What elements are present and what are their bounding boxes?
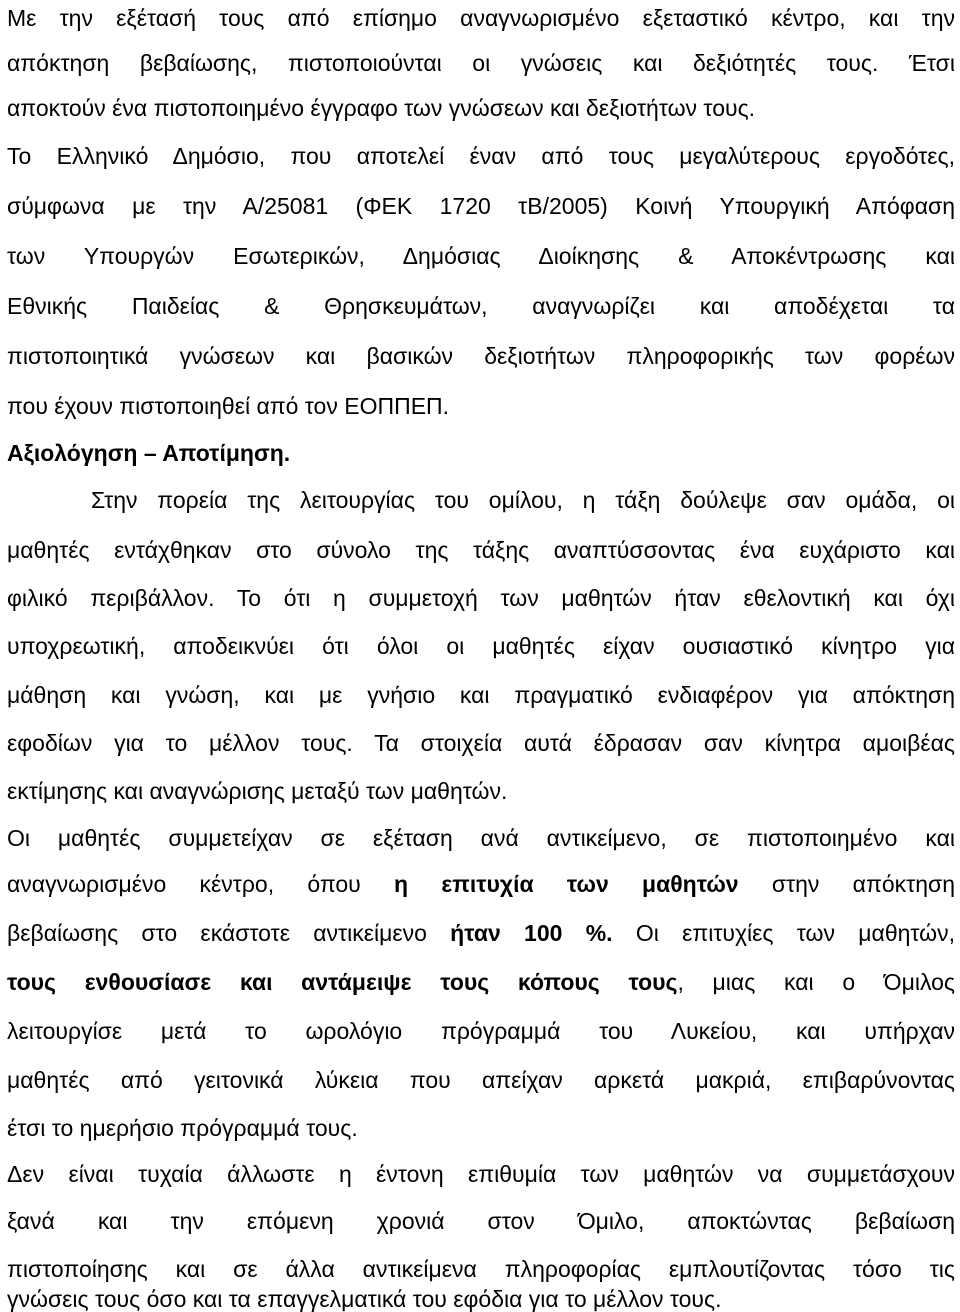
text-line: ξανά και την επόμενη χρονιά στον Όμιλο, αποκτώντας βεβαίωση (7, 1208, 955, 1234)
text-line (7, 868, 955, 900)
bold-text-run: ήταν 100 %. (450, 920, 613, 946)
text-run: βεβαίωσης στο εκάστοτε αντικείμενο (7, 920, 451, 946)
text-line: Οι μαθητές συμμετείχαν σε εξέταση ανά αντικείμενο, σε πιστοποιημένο και (7, 825, 955, 851)
text-line: Δεν είναι τυχαία άλλωστε η έντονη επιθυμία των μαθητών να συμμετάσχουν (7, 1161, 955, 1187)
text-line: εκτίμησης και αναγνώρισης μεταξύ των μαθητών. (7, 778, 508, 804)
text-line: μαθητές εντάχθηκαν στο σύνολο της τάξης αναπτύσσοντας ένα ευχάριστο και (7, 537, 955, 563)
text-line: σύμφωνα με την Α/25081 (ΦΕΚ 1720 τΒ/2005) Κοινή Υπουργική Απόφαση (7, 193, 955, 219)
text-line: πιστοποιητικά γνώσεων και βασικών δεξιοτήτων πληροφορικής των φορέων (7, 343, 955, 369)
text-line: Στην πορεία της λειτουργίας του ομίλου, η τάξη δούλεψε σαν ομάδα, οι (91, 487, 955, 513)
text-line: Εθνικής Παιδείας & Θρησκευμάτων, αναγνωρίζει και αποδέχεται τα (7, 293, 955, 319)
bold-text-run: τους ενθουσίασε και αντάμειψε τους κόπους τους (7, 969, 678, 995)
text-line: μάθηση και γνώση, και με γνήσιο και πραγματικό ενδιαφέρον για απόκτηση (7, 682, 955, 708)
text-line: μαθητές από γειτονικά λύκεια που απείχαν αρκετά μακριά, επιβαρύνοντας (7, 1067, 955, 1093)
text-line: φιλικό περιβάλλον. Το ότι η συμμετοχή των μαθητών ήταν εθελοντική και όχι (7, 585, 955, 611)
text-line: των Υπουργών Εσωτερικών, Δημόσιας Διοίκησης & Αποκέντρωσης και (7, 243, 955, 269)
text-line: απόκτηση βεβαίωσης, πιστοποιούνται οι γνώσεις και δεξιότητές τους. Έτσι (7, 50, 955, 76)
text-line (7, 917, 955, 949)
section-heading: Αξιολόγηση – Αποτίμηση. (7, 440, 291, 466)
text-line: Το Ελληνικό Δημόσιο, που αποτελεί έναν από τους μεγαλύτερους εργοδότες, (7, 143, 955, 169)
text-line: αποκτούν ένα πιστοποιημένο έγγραφο των γνώσεων και δεξιοτήτων τους. (7, 95, 756, 121)
text-line: που έχουν πιστοποιηθεί από τον ΕΟΠΠΕΠ. (7, 393, 450, 419)
text-line: γνώσεις τους όσο και τα επαγγελματικά του εφόδια για το μέλλον τους. (7, 1286, 722, 1312)
text-run: αναγνωρισμένο κέντρο, όπου (7, 871, 395, 897)
text-line (7, 966, 955, 998)
text-run: στην απόκτηση (738, 871, 955, 897)
text-line: πιστοποίησης και σε άλλα αντικείμενα πληροφορίας εμπλουτίζοντας τόσο τις (7, 1256, 955, 1282)
text-run: Οι επιτυχίες των μαθητών, (612, 920, 956, 946)
text-line: λειτουργίσε μετά το ωρολόγιο πρόγραμμά του Λυκείου, και υπήρχαν (7, 1018, 955, 1044)
text-line: Με την εξέτασή τους από επίσημο αναγνωρισμένο εξεταστικό κέντρο, και την (7, 5, 955, 31)
text-line: εφοδίων για το μέλλον τους. Τα στοιχεία αυτά έδρασαν σαν κίνητρα αμοιβέας (7, 730, 955, 756)
text-run: , μιας και ο Όμιλος (677, 969, 955, 995)
bold-text-run: η επιτυχία των μαθητών (394, 871, 739, 897)
text-line: έτσι το ημερήσιο πρόγραμμά τους. (7, 1115, 358, 1141)
text-line: υποχρεωτική, αποδεικνύει ότι όλοι οι μαθητές είχαν ουσιαστικό κίνητρο για (7, 633, 955, 659)
